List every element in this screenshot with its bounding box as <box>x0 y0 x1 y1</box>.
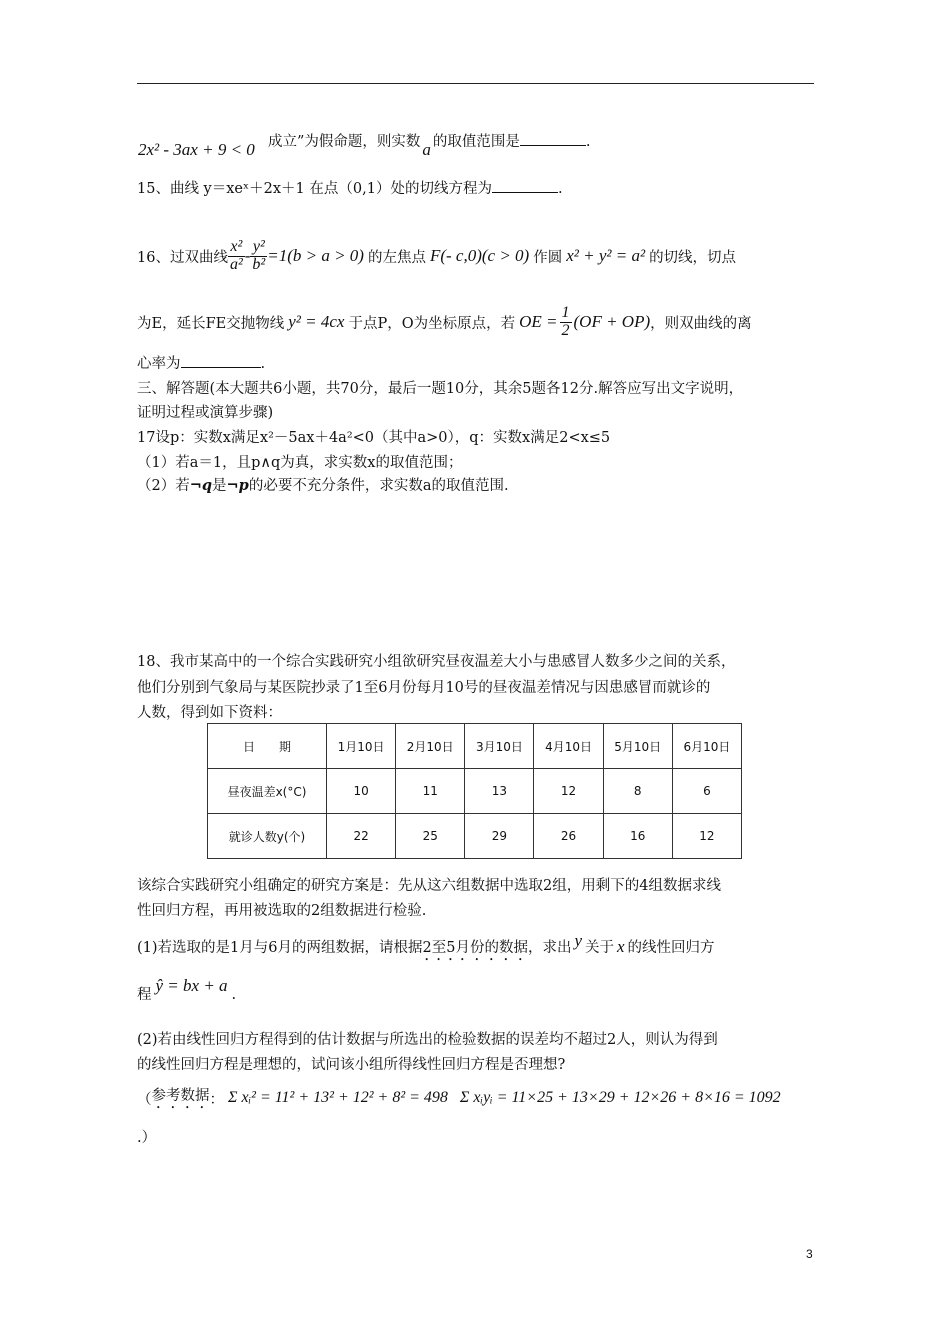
q18-reference-data: （ 参考数据 ： Σ xᵢ² = 11² + 13² + 12² + 8² = 498 Σ xᵢyᵢ = 11×25 + 13×29 + 12×26 + 8×16 = 1092 <box>137 1080 781 1116</box>
table-header-cell: 3月10日 <box>465 724 534 769</box>
sum-products-formula: Σ xᵢyᵢ = 11×25 + 13×29 + 12×26 + 8×16 = 1092 <box>459 1089 781 1106</box>
q18-plan-line2: 性回归方程，再用被选取的2组数据进行检验. <box>137 903 427 919</box>
q14-text: 成立”为假命题，则实数 a 的取值范围是 . <box>268 134 591 159</box>
table-row-label: 昼夜温差x(°C) <box>208 769 327 814</box>
q15: 15、曲线 y＝xeˣ＋2x＋1 在点（0,1）处的切线方程为 . <box>137 181 563 197</box>
q16-answer-blank <box>181 367 261 368</box>
q18-part1-formula-line: 程 ŷ = bx + a . <box>137 976 237 1003</box>
q17-part1: （1）若a＝1，且p∧q为真，求实数x的取值范围； <box>137 455 463 471</box>
q14-formula: 2x² - 3ax + 9 < 0 <box>138 140 255 159</box>
reference-label: 参考数据 <box>151 1088 210 1104</box>
sum-squares-formula: Σ xᵢ² = 11² + 13² + 12² + 8² = 498 <box>228 1089 448 1106</box>
table-row <box>208 769 742 814</box>
q15-answer-blank <box>492 192 558 193</box>
table-cell: 6 <box>672 769 741 814</box>
q16-line1: 16、过双曲线 $\frac{\text{x²}}{\text{a²}}$ - $\frac{\text{y²}}{\text{b²}}$ =1(b > a > 0) 的左焦点 F(- c,0)(c > 0) 作圆 x² + y² = a² 的切线，切点 <box>137 237 737 273</box>
table-cell: 12 <box>672 814 741 859</box>
table-header-cell: 4月10日 <box>534 724 603 769</box>
table-cell: 10 <box>327 769 396 814</box>
header-rule <box>137 83 814 84</box>
q18-part1: (1)若选取的是1月与6月的两组数据，请根据2至5月份的数据，求出 y 关于 x 的线性回归方 <box>137 931 715 956</box>
table-header-cell: 1月10日 <box>327 724 396 769</box>
q14-answer-blank <box>520 145 586 146</box>
table-cell: 12 <box>534 769 603 814</box>
table-cell: 16 <box>603 814 672 859</box>
table-cell: 26 <box>534 814 603 859</box>
table-header-cell: 6月10日 <box>672 724 741 769</box>
q18-part2-line2: 的线性回归方程是理想的，试问该小组所得线性回归方程是否理想? <box>137 1057 566 1073</box>
page-number: 3 <box>806 1247 813 1261</box>
table-header-cell: 5月10日 <box>603 724 672 769</box>
table-cell: 29 <box>465 814 534 859</box>
q17-part2: （2）若¬q是¬p的必要不充分条件，求实数a的取值范围. <box>137 477 509 494</box>
table-cell: 22 <box>327 814 396 859</box>
table-header-cell: 日 期 <box>208 724 327 769</box>
q16-line3: 心率为 . <box>137 356 266 372</box>
q18-plan-line1: 该综合实践研究小组确定的研究方案是：先从这六组数据中选取2组，用剩下的4组数据求线 <box>137 878 721 894</box>
table-cell: 11 <box>396 769 465 814</box>
data-table <box>207 723 742 859</box>
q18-part1-emphasis: 2至5月份的数据 <box>422 940 528 956</box>
q18-part2-line1: (2)若由线性回归方程得到的估计数据与所选出的检验数据的误差均不超过2人，则认为得到 <box>137 1032 718 1048</box>
table-cell: 25 <box>396 814 465 859</box>
half-fraction: $\frac{1}{2}$ <box>561 303 570 339</box>
table-row <box>208 724 742 769</box>
q18-line3: 人数，得到如下资料： <box>137 705 282 721</box>
q17-stem: 17设p：实数x满足x²－5ax＋4a²<0（其中a>0），q：实数x满足2<x≤5 <box>137 430 611 446</box>
q18-line1: 18、我市某高中的一个综合实践研究小组欲研究昼夜温差大小与患感冒人数多少之间的关系， <box>137 654 736 670</box>
table-cell: 13 <box>465 769 534 814</box>
section3-heading: 三、解答题(本大题共6小题，共70分，最后一题10分，其余5题各12分.解答应写出文字说明， <box>137 381 744 397</box>
table-row <box>208 814 742 859</box>
q18-reference-close: .） <box>137 1130 157 1146</box>
table-header-cell: 2月10日 <box>396 724 465 769</box>
table-row-label: 就诊人数y(个) <box>208 814 327 859</box>
q18-line2: 他们分别到气象局与某医院抄录了1至6月份每月10号的昼夜温差情况与因患感冒而就诊的 <box>137 680 711 696</box>
table-cell: 8 <box>603 769 672 814</box>
q16-line2: 为E，延长FE交抛物线 y² = 4cx 于点P，O为坐标原点，若 OE = $\frac{1}{2}$ (OF + OP) ，则双曲线的离 <box>137 303 752 339</box>
section3-heading-cont: 证明过程或演算步骤) <box>137 405 274 421</box>
hyperbola-x-fraction: $\frac{\text{x²}}{\text{a²}}$ <box>229 237 243 273</box>
hyperbola-y-fraction: $\frac{\text{y²}}{\text{b²}}$ <box>252 237 266 273</box>
